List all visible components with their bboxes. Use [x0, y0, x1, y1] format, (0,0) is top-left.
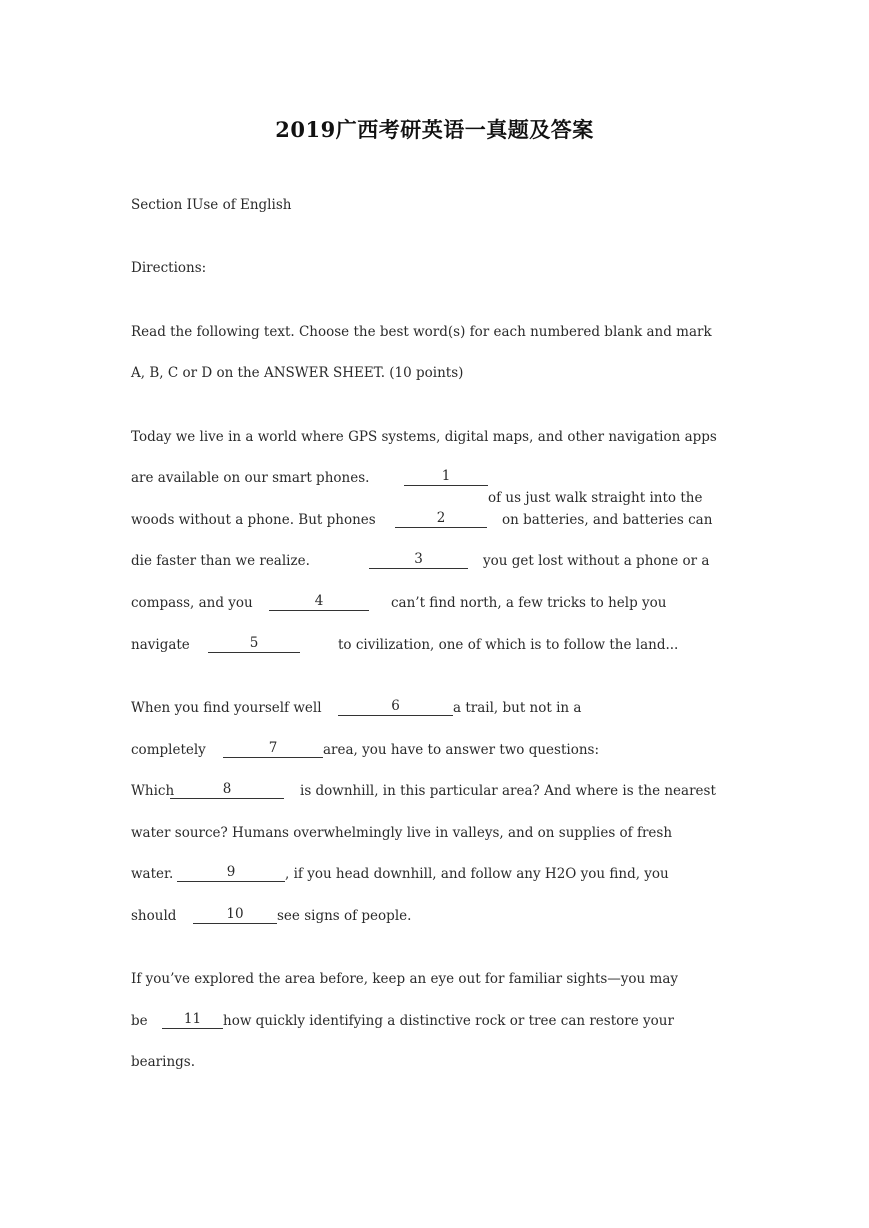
text-span: When you find yourself well: [131, 700, 322, 716]
paragraph-line: [131, 510, 737, 530]
text-span: are available on our smart phones.: [131, 470, 370, 486]
paragraph-line: [131, 906, 737, 926]
paragraph-line: water source? Humans overwhelmingly live in valleys, and on supplies of fresh: [131, 825, 673, 841]
instructions-text: A, B, C or D on the ANSWER SHEET. (10 points): [131, 365, 464, 381]
text-span: water.: [131, 866, 174, 882]
text-span: die faster than we realize.: [131, 553, 310, 569]
text-span: completely: [131, 742, 206, 758]
paragraph-line: [131, 593, 737, 613]
answer-blank-1: 1: [404, 468, 488, 486]
text-span: how quickly identifying a distinctive rock or tree can restore your: [223, 1013, 674, 1029]
instructions-line: [131, 322, 737, 342]
text-span: area, you have to answer two questions:: [323, 742, 600, 758]
directions-label: Directions:: [131, 260, 207, 276]
paragraph-line: [131, 635, 737, 655]
answer-blank-11: 11: [162, 1011, 223, 1029]
text-span: woods without a phone. But phones: [131, 512, 376, 528]
answer-blank-6: 6: [338, 698, 453, 716]
paragraph-line: [131, 864, 737, 884]
paragraph-line: [131, 698, 737, 718]
answer-blank-10: 10: [193, 906, 277, 924]
paragraph-line: [131, 781, 737, 801]
answer-blank-8: 8: [170, 781, 284, 799]
page-title: 2019广西考研英语一真题及答案: [275, 117, 594, 142]
text-span: be: [131, 1013, 148, 1029]
text-span: a trail, but not in a: [453, 700, 582, 716]
paragraph-line: [131, 551, 737, 571]
answer-blank-9: 9: [177, 864, 285, 882]
text-span: see signs of people.: [277, 908, 412, 924]
paragraph-line: [131, 468, 737, 506]
answer-blank-3: 3: [369, 551, 468, 569]
instructions-text: Read the following text. Choose the best word(s) for each numbered blank and mark: [131, 324, 712, 340]
answer-blank-5: 5: [208, 635, 300, 653]
text-span: navigate: [131, 637, 190, 653]
text-span: is downhill, in this particular area? And where is the nearest: [300, 783, 716, 799]
answer-blank-2: 2: [395, 510, 487, 528]
text-span: , if you head downhill, and follow any H2O you find, you: [285, 866, 669, 882]
text-span: can’t find north, a few tricks to help you: [391, 595, 667, 611]
text-span: to civilization, one of which is to follow the land...: [338, 637, 679, 653]
paragraph-line: bearings.: [131, 1054, 196, 1070]
text-span: on batteries, and batteries can: [502, 512, 713, 528]
answer-blank-7: 7: [223, 740, 323, 758]
answer-blank-4: 4: [269, 593, 369, 611]
section-heading: Section ⅠUse of English: [131, 197, 292, 213]
paragraph-line: Today we live in a world where GPS systems, digital maps, and other navigation apps: [131, 429, 717, 445]
text-span: Which: [131, 783, 175, 799]
text-span: you get lost without a phone or a: [483, 553, 710, 569]
paragraph-line: [131, 1011, 737, 1031]
text-span: should: [131, 908, 177, 924]
paragraph-line: If you’ve explored the area before, keep an eye out for familiar sights—you may: [131, 971, 679, 987]
text-span: of us just walk straight into the: [488, 490, 703, 506]
paragraph-line: [131, 740, 737, 760]
text-span: compass, and you: [131, 595, 253, 611]
